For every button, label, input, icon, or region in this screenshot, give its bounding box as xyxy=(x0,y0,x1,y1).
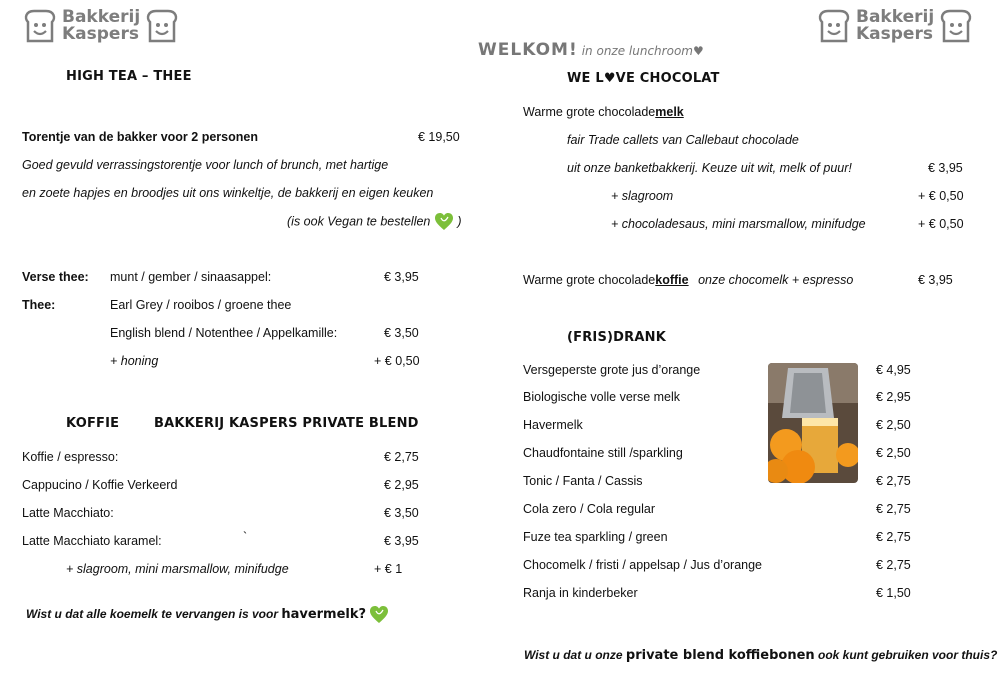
drank-item: Versgeperste grote jus d’orange xyxy=(523,363,701,377)
koffie-item: Latte Macchiato: xyxy=(22,506,114,520)
high-tea-price: € 19,50 xyxy=(418,130,460,144)
havermelk-tip: Wist u dat alle koemelk te vervangen is voor havermelk? xyxy=(26,605,389,625)
drank-price: € 2,75 xyxy=(876,530,911,544)
drank-price: € 2,75 xyxy=(876,474,911,488)
juice-photo xyxy=(768,363,858,483)
chocolat-heading: WE L♥VE CHOCOLAT xyxy=(567,71,720,86)
koffie-heading: KOFFIE xyxy=(66,416,120,431)
high-tea-item: Torentje van de bakker voor 2 personen xyxy=(22,130,258,144)
drank-price: € 4,95 xyxy=(876,363,911,377)
drank-item: Tonic / Fanta / Cassis xyxy=(523,474,643,488)
verse-thee-price: € 3,95 xyxy=(384,270,419,284)
drank-price: € 2,50 xyxy=(876,446,911,460)
drank-price: € 2,95 xyxy=(876,390,911,404)
koffiebonen-tip: Wist u dat u onze private blend koffiebonen ook kunt gebruiken voor thuis? xyxy=(524,648,998,663)
thee-price-2: € 3,50 xyxy=(384,326,419,340)
drank-item: Chocomelk / fristi / appelsap / Jus d’orange xyxy=(523,558,763,572)
logo-text: Bakkerij Kaspers xyxy=(62,7,141,44)
koffie-price: € 3,50 xyxy=(384,506,419,520)
drank-item: Ranja in kinderbeker xyxy=(523,586,638,600)
toast-face-icon xyxy=(144,8,180,44)
logo-right xyxy=(816,5,974,47)
honing-extra: + honing xyxy=(110,354,159,368)
logo-text: Bakkerij Kaspers xyxy=(856,7,935,44)
chocokoffie-item: Warme grote chocoladekoffie onze chocomelk + espresso xyxy=(523,273,854,287)
koffie-item: Cappucino / Koffie Verkeerd xyxy=(22,478,178,492)
chocokoffie-price: € 3,95 xyxy=(918,273,953,287)
thee-item-1: Earl Grey / rooibos / groene thee xyxy=(110,298,292,312)
thee-item-2: English blend / Notenthee / Appelkamille: xyxy=(110,326,338,340)
drank-item: Chaudfontaine still /sparkling xyxy=(523,446,683,460)
chocolat-extra-1-price: + € 0,50 xyxy=(918,189,964,203)
green-heart-icon xyxy=(369,605,389,625)
vegan-note: (is ook Vegan te bestellen ) xyxy=(287,212,462,232)
chocolat-desc-2: uit onze banketbakkerij. Keuze uit wit, melk of puur! xyxy=(567,161,852,175)
high-tea-desc-2: en zoete hapjes en broodjes uit ons winkeltje, de bakkerij en eigen keuken xyxy=(22,186,434,200)
chocomelk-price: € 3,95 xyxy=(928,161,963,175)
drank-price: € 2,50 xyxy=(876,418,911,432)
koffie-extra-price: + € 1 xyxy=(374,562,403,576)
honing-price: + € 0,50 xyxy=(374,354,420,368)
verse-thee-label: Verse thee: xyxy=(22,270,89,284)
drank-item: Fuze tea sparkling / green xyxy=(523,530,668,544)
welcome-title: WELKOM! in onze lunchroom♥ xyxy=(478,40,704,60)
koffie-extra: + slagroom, mini marsmallow, minifudge xyxy=(66,562,289,576)
chocomelk-item: Warme grote chocolademelk xyxy=(523,105,684,119)
drank-item: Havermelk xyxy=(523,418,583,432)
private-blend-heading: BAKKERIJ KASPERS PRIVATE BLEND xyxy=(154,416,419,431)
koffie-item: Koffie / espresso: xyxy=(22,450,119,464)
koffie-price: € 2,75 xyxy=(384,450,419,464)
drank-item: Biologische volle verse melk xyxy=(523,390,681,404)
toast-face-icon xyxy=(938,8,974,44)
drank-price: € 2,75 xyxy=(876,558,911,572)
toast-face-icon xyxy=(816,8,852,44)
chocolat-extra-2-price: + € 0,50 xyxy=(918,217,964,231)
drank-price: € 1,50 xyxy=(876,586,911,600)
frisdrank-heading: (FRIS)DRANK xyxy=(567,330,666,345)
verse-thee-item: munt / gember / sinaasappel: xyxy=(110,270,272,284)
logo-left xyxy=(22,5,180,47)
drank-price: € 2,75 xyxy=(876,502,911,516)
toast-face-icon xyxy=(22,8,58,44)
chocolat-extra-2: + chocoladesaus, mini marsmallow, minifudge xyxy=(611,217,866,231)
koffie-item: Latte Macchiato karamel: xyxy=(22,534,162,548)
chocolat-extra-1: + slagroom xyxy=(611,189,674,203)
high-tea-desc-1: Goed gevuld verrassingstorentje voor lunch of brunch, met hartige xyxy=(22,158,389,172)
koffie-price: € 3,95 xyxy=(384,534,419,548)
chocolat-desc-1: fair Trade callets van Callebaut chocolade xyxy=(567,133,799,147)
koffie-price: € 2,95 xyxy=(384,478,419,492)
drank-item: Cola zero / Cola regular xyxy=(523,502,656,516)
green-heart-icon xyxy=(434,212,454,232)
stray-backtick: ` xyxy=(243,530,248,544)
high-tea-heading: HIGH TEA – THEE xyxy=(66,69,192,84)
thee-label: Thee: xyxy=(22,298,56,312)
